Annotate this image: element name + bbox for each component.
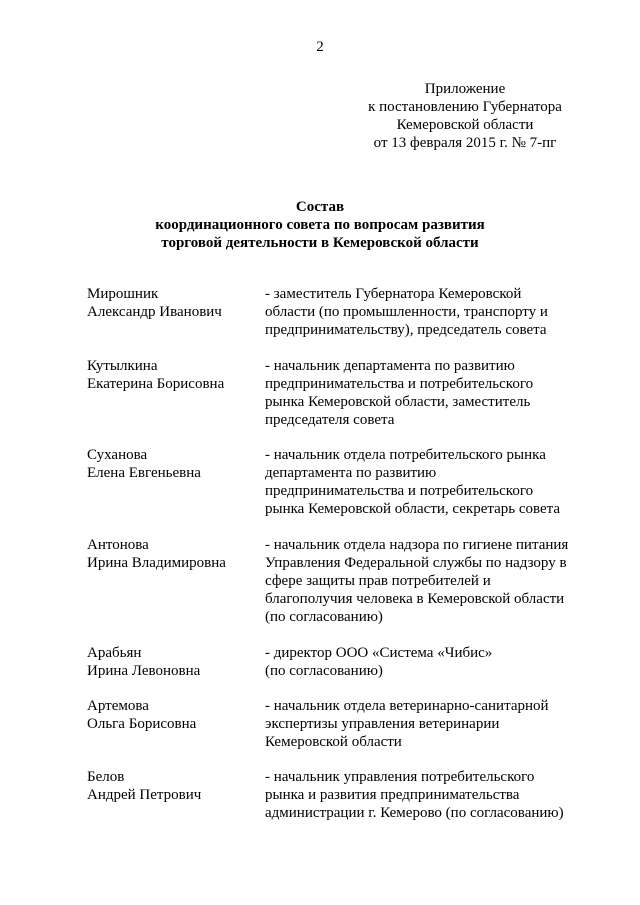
member-role-line: предпринимательства и потребительского xyxy=(265,483,534,499)
member-role-line: департамента по развитию xyxy=(265,465,437,481)
member-role-line: сфере защиты прав потребителей и xyxy=(265,573,491,589)
appendix-line: к постановлению Губернатора xyxy=(368,99,562,115)
member-given-names: Ирина Левоновна xyxy=(87,663,201,679)
appendix-line: от 13 февраля 2015 г. № 7-пг xyxy=(373,135,557,151)
member-given-names: Александр Иванович xyxy=(87,304,222,320)
member-role-line: - директор ООО «Система «Чибис» xyxy=(265,645,493,661)
member-given-names: Елена Евгеньевна xyxy=(87,465,201,481)
heading-line: торговой деятельности в Кемеровской области xyxy=(161,235,479,251)
member-given-names: Ольга Борисовна xyxy=(87,716,197,732)
member-surname: Мирошник xyxy=(87,286,159,302)
member-role xyxy=(265,357,587,429)
member-entry xyxy=(87,536,587,626)
member-surname: Антонова xyxy=(87,537,149,553)
page-number: 2 xyxy=(316,39,324,55)
member-given-names: Ирина Владимировна xyxy=(87,555,226,571)
member-role-line: рынка и развития предпринимательства xyxy=(265,787,520,803)
member-role-line: области (по промышленности, транспорту и xyxy=(265,304,548,320)
member-name xyxy=(87,536,265,626)
member-role-line: Кемеровской области xyxy=(265,734,402,750)
member-entry xyxy=(87,644,587,680)
member-role-line: (по согласованию) xyxy=(265,609,383,625)
member-role-line: Управления Федеральной службы по надзору в xyxy=(265,555,567,571)
member-role-line: предпринимательству), председатель совета xyxy=(265,322,547,338)
member-role-line: председателя совета xyxy=(265,412,395,428)
member-entry xyxy=(87,697,587,751)
appendix-block xyxy=(340,80,590,152)
member-surname: Белов xyxy=(87,769,125,785)
member-entry xyxy=(87,446,587,518)
member-surname: Суханова xyxy=(87,447,148,463)
member-role xyxy=(265,446,587,518)
member-role xyxy=(265,768,587,822)
member-role-line: - начальник отдела надзора по гигиене питания xyxy=(265,537,569,553)
appendix-line: Приложение xyxy=(424,81,506,97)
member-name xyxy=(87,446,265,518)
document-heading xyxy=(0,198,640,252)
member-surname: Артемова xyxy=(87,698,149,714)
member-entry xyxy=(87,357,587,429)
member-role-line: рынка Кемеровской области, заместитель xyxy=(265,394,531,410)
member-name xyxy=(87,357,265,429)
member-role-line: рынка Кемеровской области, секретарь совета xyxy=(265,501,561,517)
member-role-line: (по согласованию) xyxy=(265,663,383,679)
member-role-line: администрации г. Кемерово (по согласованию) xyxy=(265,805,564,821)
member-role-line: - начальник департамента по развитию xyxy=(265,358,515,374)
member-given-names: Андрей Петрович xyxy=(87,787,202,803)
member-given-names: Екатерина Борисовна xyxy=(87,376,225,392)
member-entry xyxy=(87,285,587,339)
members-list xyxy=(87,285,587,822)
member-role-line: экспертизы управления ветеринарии xyxy=(265,716,500,732)
appendix-line: Кемеровской области xyxy=(396,117,534,133)
heading-line: координационного совета по вопросам развития xyxy=(155,217,485,233)
member-role xyxy=(265,536,587,626)
member-role-line: благополучия человека в Кемеровской области xyxy=(265,591,565,607)
member-role xyxy=(265,644,587,680)
member-name xyxy=(87,644,265,680)
member-role-line: предпринимательства и потребительского xyxy=(265,376,534,392)
member-surname: Арабьян xyxy=(87,645,142,661)
member-role-line: - начальник управления потребительского xyxy=(265,769,535,785)
member-name xyxy=(87,697,265,751)
member-role xyxy=(265,697,587,751)
member-surname: Кутылкина xyxy=(87,358,158,374)
member-role-line: - заместитель Губернатора Кемеровской xyxy=(265,286,522,302)
heading-title: Состав xyxy=(295,199,345,215)
member-role xyxy=(265,285,587,339)
member-role-line: - начальник отдела потребительского рынка xyxy=(265,447,546,463)
member-entry xyxy=(87,768,587,822)
member-name xyxy=(87,285,265,339)
member-role-line: - начальник отдела ветеринарно-санитарной xyxy=(265,698,549,714)
member-name xyxy=(87,768,265,822)
